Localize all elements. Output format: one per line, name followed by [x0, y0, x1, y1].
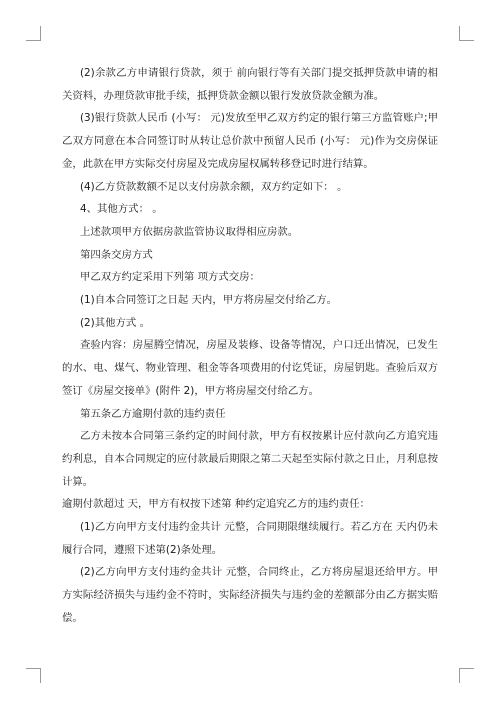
crop-mark-bottom-left — [26, 668, 41, 683]
paragraph-loan-application: (2)余款乙方申请银行贷款，须于 前向银行等有关部门提交抵押贷款申请的相关资料，办理贷款审批手续，抵押贷款金额以银行发放贷款金额为准。 — [62, 67, 438, 102]
document-body — [62, 62, 438, 630]
paragraph-penalty-option-1: (1)乙方向甲方支付违约金共计 元整，合同期限继续履行。若乙方在 天内仍未履行合同，遵照下述第(2)条处理。 — [62, 521, 438, 556]
paragraph-penalty-option-2: (2)乙方向甲方支付违约金共计 元整，合同终止，乙方将房屋退还给甲方。甲方实际经济损失与违约金不符时，实际经济损失与违约金的差额部分由乙方据实赔偿。 — [62, 566, 438, 624]
crop-mark-top-left — [26, 26, 41, 41]
paragraph-delivery-option-1: (1)自本合同签订之日起 天内，甲方将房屋交付给乙方。 — [80, 294, 338, 307]
section-heading-article-4: 第四条交房方式 — [80, 248, 153, 261]
paragraph-supervision: 上述款项甲方依据房款监管协议取得相应房款。 — [80, 225, 299, 238]
paragraph-other-methods: 4、其他方式： 。 — [80, 203, 163, 216]
paragraph-delivery-method: 甲乙双方约定采用下列第 项方式交房： — [80, 271, 260, 284]
crop-mark-bottom-right — [459, 668, 474, 683]
paragraph-loan-shortfall: (4)乙方贷款数额不足以支付房款余额，双方约定如下： 。 — [80, 180, 348, 193]
paragraph-inspection: 查验内容：房屋腾空情况，房屋及装修、设备等情况，户口迁出情况，已发生的水、电、煤气、物业管理、租金等各项费用的付讫凭证，房屋钥匙。查验后双方签订《房屋交接单》(附件 2)，甲方将房屋交付给乙方。 — [62, 339, 438, 397]
paragraph-late-interest: 乙方未按本合同第三条约定的时间付款，甲方有权按累计应付款向乙方追究违约利息，自本合同规定的应付款最后期限之第二天起至实际付款之日止，月利息按 计算。 — [62, 430, 438, 488]
crop-mark-top-right — [459, 26, 474, 41]
paragraph-bank-loan-amount: (3)银行贷款人民币 (小写： 元)发放至甲乙双方约定的银行第三方监管账户;甲乙双方同意在本合同签订时从转让总价款中预留人民币 (小写： 元)作为交房保证金，此款在甲方实际交付房屋及完成房屋权属转移登记时进行结算。 — [62, 112, 438, 170]
paragraph-delivery-option-2: (2)其他方式 。 — [80, 316, 150, 329]
section-heading-article-5: 第五条乙方逾期付款的违约责任 — [80, 407, 226, 420]
paragraph-overdue: 逾期付款超过 天，甲方有权按下述第 种约定追究乙方的违约责任： — [62, 498, 370, 511]
